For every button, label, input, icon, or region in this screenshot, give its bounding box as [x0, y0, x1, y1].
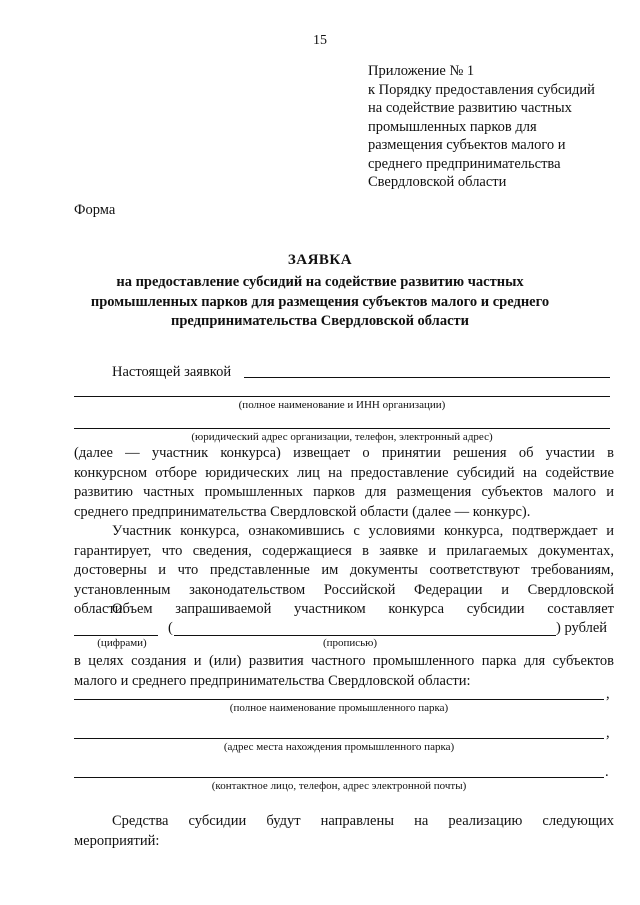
appendix-line: Свердловской области — [368, 174, 507, 190]
paragraph-line: развитию частных промышленных парков для размещения субъектов малого и — [74, 484, 614, 500]
park-name-blank[interactable] — [74, 699, 604, 700]
form-label: Форма — [74, 202, 116, 218]
comma: , — [606, 725, 610, 741]
words-caption: (прописью) — [322, 637, 378, 649]
subtitle-line: предпринимательства Свердловской области — [170, 313, 469, 329]
park-name-caption: (полное наименование промышленного парка) — [229, 702, 449, 714]
org-address-blank[interactable] — [74, 428, 610, 429]
park-purpose-text — [74, 652, 614, 691]
org-name-blank-2[interactable] — [74, 396, 610, 397]
paragraph-line: Участник конкурса, ознакомившись с условиями конкурса, подтверждает и — [112, 523, 614, 539]
paragraph-line: достоверны и что представленные им документы соответствуют требованиям, — [74, 562, 614, 578]
intro-text: Настоящей заявкой — [112, 364, 232, 380]
open-paren: ( — [168, 620, 173, 636]
paragraph-line: Средства субсидии будут направлены на реализацию следующих — [112, 813, 614, 829]
amount-words-blank[interactable] — [174, 635, 556, 636]
appendix-line: промышленных парков для — [368, 118, 537, 135]
paragraph-line: гарантирует, что сведения, содержащиеся в заявке и прилагаемых документах, — [74, 542, 614, 559]
appendix-line: среднего предпринимательства — [368, 155, 561, 172]
contact-blank[interactable] — [74, 777, 604, 778]
paragraph-participation — [74, 444, 614, 522]
document-subtitle — [90, 273, 550, 332]
document-title: ЗАЯВКА — [287, 252, 353, 268]
paragraph-line: установленным законодательством Российской Федерации и Свердловской — [74, 581, 614, 598]
page-number: 15 — [313, 33, 327, 48]
amount-digits-blank[interactable] — [74, 635, 158, 636]
appendix-line: к Порядку предоставления субсидий — [368, 81, 595, 98]
appendix-line: на содействие развитию частных — [368, 100, 572, 116]
paragraph-line: конкурсном отборе юридических лиц на предоставление субсидий на содействие — [74, 464, 614, 481]
appendix-line: Приложение № 1 — [368, 63, 475, 79]
paragraph-activities — [74, 812, 614, 851]
subtitle-line: на предоставление субсидий на содействие развитию частных — [116, 274, 524, 290]
contact-caption: (контактное лицо, телефон, адрес электронной почты) — [211, 780, 467, 792]
comma: , — [606, 686, 610, 702]
appendix-line: размещения субъектов малого и — [368, 137, 566, 153]
subtitle-line: промышленных парков для размещения субъектов малого и среднего — [90, 293, 550, 310]
org-address-caption: (юридический адрес организации, телефон, электронный адрес) — [191, 431, 493, 443]
period: . — [605, 764, 609, 780]
park-address-caption: (адрес места нахождения промышленного парка) — [223, 741, 455, 753]
paragraph-line: в целях создания и (или) развития частного промышленного парка для субъектов — [74, 653, 614, 669]
paragraph-line: (далее — участник конкурса) извещает о принятии решения об участии в — [74, 445, 614, 461]
digits-caption: (цифрами) — [97, 637, 147, 649]
paragraph-line: среднего предпринимательства Свердловской области (далее — конкурс). — [74, 503, 531, 520]
org-name-blank[interactable] — [244, 377, 610, 378]
paragraph-line: области. — [74, 601, 127, 617]
paragraph-line: Объем запрашиваемой участником конкурса субсидии составляет — [112, 601, 614, 617]
org-name-caption: (полное наименование и ИНН организации) — [238, 399, 446, 411]
rubles-label: ) рублей — [556, 620, 608, 636]
appendix-header — [368, 62, 628, 192]
paragraph-line: малого и среднего предпринимательства Свердловской области: — [74, 672, 471, 689]
paragraph-line: мероприятий: — [74, 832, 160, 849]
subsidy-amount-line — [112, 600, 614, 620]
park-address-blank[interactable] — [74, 738, 604, 739]
